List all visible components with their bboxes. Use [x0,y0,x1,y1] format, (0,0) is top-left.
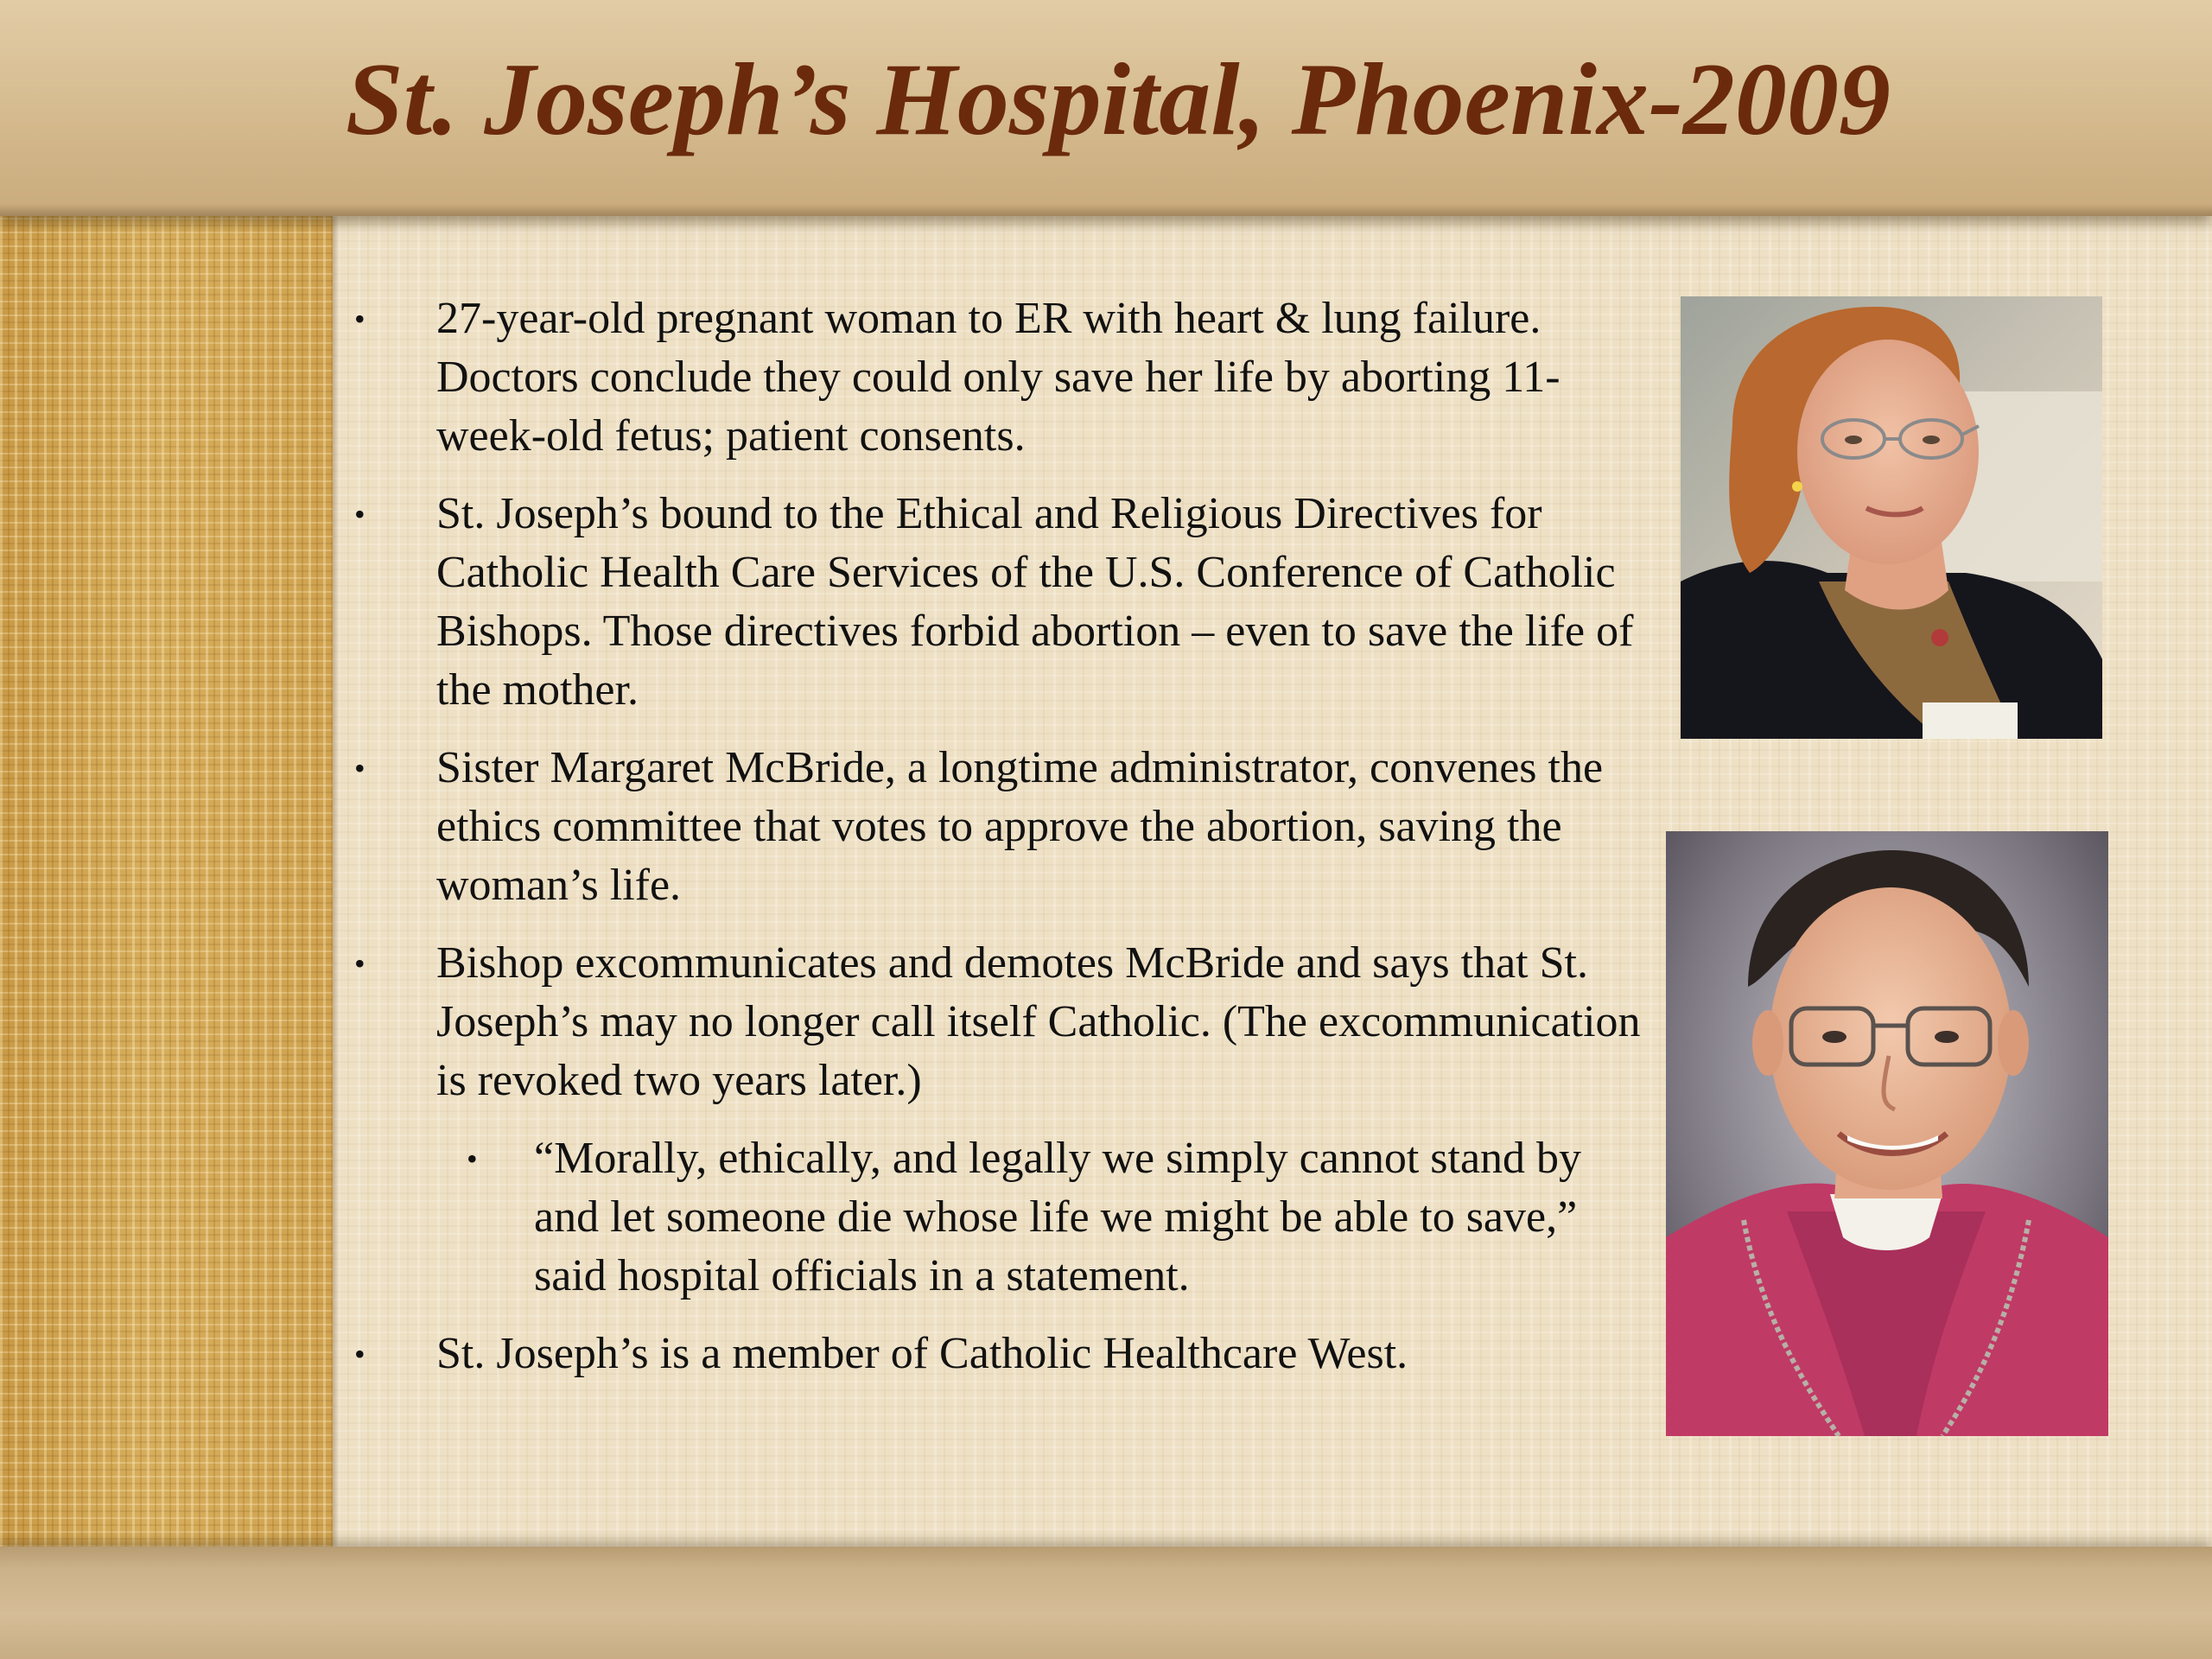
bullet-text: Bishop excommunicates and demotes McBride and says that St. Joseph’s may no longer call itself Catholic. (The excommunication is revoked two years later.) [436,938,1641,1105]
left-decorative-stripe [0,216,333,1547]
bullet-dot: • [467,1141,478,1176]
sub-bullet-item [346,1129,1642,1306]
bullet-dot: • [354,1337,365,1371]
bullet-dot: • [354,751,365,785]
portrait-woman-photo [1681,296,2102,739]
portrait-bishop-illustration [1666,831,2108,1436]
bullet-dot: • [354,946,365,981]
bullet-text: 27-year-old pregnant woman to ER with heart & lung failure. Doctors conclude they could only save her life by aborting 11-week-old fetus; patient consents. [436,294,1560,461]
bullet-item [346,739,1642,915]
bullet-item [346,289,1642,466]
bullet-item [346,485,1642,720]
bullet-dot: • [354,302,365,336]
slide-title: St. Joseph’s Hospital, Phoenix-2009 [346,41,1891,156]
portrait-woman-illustration [1681,296,2102,739]
sub-bullet-quote: “Morally, ethically, and legally we simply cannot stand by and let someone die whose life we might be able to save,” said hospital officials in a statement. [534,1134,1582,1300]
bullet-list [346,289,1642,1402]
bullet-text: Sister Margaret McBride, a longtime administrator, convenes the ethics committee that votes to approve the abortion, saving the woman’s life. [436,743,1604,910]
portrait-bishop-photo [1666,831,2108,1436]
bullet-dot: • [354,497,365,531]
bullet-text: St. Joseph’s is a member of Catholic Healthcare West. [436,1329,1408,1378]
footer-band [0,1547,2212,1659]
bullet-item [346,934,1642,1110]
bullet-text: St. Joseph’s bound to the Ethical and Religious Directives for Catholic Health Care Services of the U.S. Conference of Catholic Bishops. Those directives forbid abortion – even to save the life of the mother. [436,489,1634,715]
bullet-item [346,1325,1642,1383]
